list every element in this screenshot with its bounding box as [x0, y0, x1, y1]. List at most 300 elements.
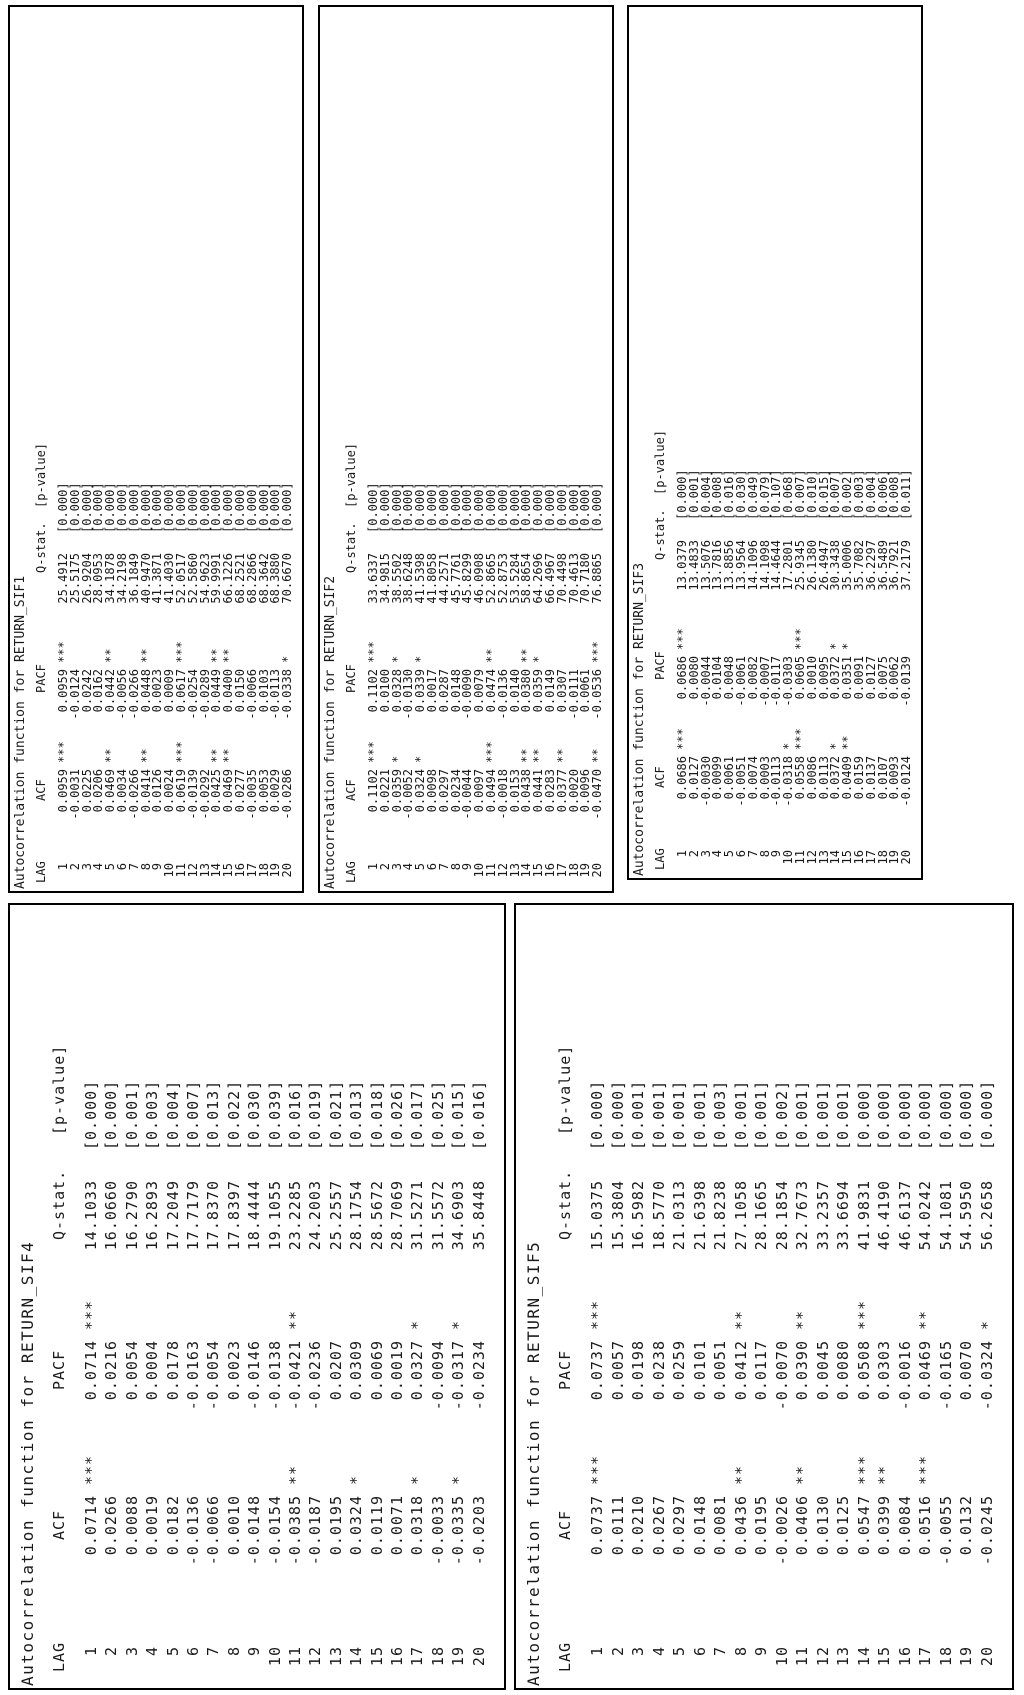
qstat-cell: 25.2557	[326, 1180, 345, 1251]
pacf-cell: -0.0324	[977, 1340, 996, 1411]
pvalue-cell: [0.008]	[710, 469, 725, 520]
acf-cell: -0.0026	[772, 1495, 791, 1566]
acf-cell: 0.0182	[163, 1495, 182, 1556]
pacf-cell: 0.0148	[448, 669, 463, 713]
pacf-cell: 0.0004	[143, 1340, 162, 1401]
qstat-cell: 13.5076	[698, 540, 713, 591]
pvalue-cell: [0.000]	[608, 1079, 627, 1150]
pacf-header: PACF	[556, 1349, 574, 1390]
pvalue-cell: [0.025]	[428, 1079, 447, 1150]
qstat-cell: 17.7179	[184, 1180, 202, 1251]
lag-cell: 9	[150, 863, 165, 871]
pvalue-cell: [0.000]	[115, 482, 129, 533]
acf-significance: *	[389, 755, 404, 763]
pvalue-cell: [0.000]	[936, 1079, 955, 1150]
acf-cell: 0.0558	[793, 756, 807, 800]
pacf-cell: 0.0162	[91, 669, 106, 713]
lag-cell: 3	[389, 863, 404, 871]
qstat-cell: 16.0660	[102, 1180, 121, 1251]
lag-cell: 10	[772, 1646, 791, 1667]
pvalue-cell: [0.000]	[460, 482, 475, 533]
acf-cell: 0.0324	[347, 1495, 366, 1556]
acf-cell: 0.0111	[608, 1495, 627, 1556]
pacf-cell: 0.0242	[79, 669, 94, 713]
pacf-cell: 0.0508	[854, 1340, 873, 1401]
pvalue-cell: [0.015]	[816, 469, 831, 520]
lag-cell: 7	[745, 850, 760, 858]
pacf-cell: -0.0236	[306, 1340, 325, 1411]
lag-cell: 6	[690, 1646, 709, 1657]
acf-cell: -0.0203	[469, 1495, 488, 1566]
acf-significance: ***	[484, 741, 498, 763]
lag-cell: 20	[977, 1646, 996, 1667]
qstat-cell: 13.0379	[675, 540, 689, 591]
qstat-cell: 33.2357	[813, 1180, 832, 1251]
lag-cell: 6	[184, 1646, 202, 1657]
acf-cell: 0.0221	[377, 769, 392, 813]
pacf-cell: 0.0010	[804, 656, 819, 700]
acf-significance: **	[840, 735, 855, 750]
acf-cell: -0.0245	[977, 1495, 996, 1566]
acf-cell: 0.0399	[875, 1495, 893, 1556]
pacf-cell: 0.0017	[425, 669, 439, 713]
pacf-cell: 0.0328	[389, 669, 404, 713]
acf-panel-sif4	[8, 903, 506, 1690]
pvalue-cell: [0.008]	[887, 469, 902, 520]
qstat-cell: 70.7180	[578, 553, 593, 604]
qstat-cell: 54.0242	[916, 1180, 934, 1251]
pacf-significance: ***	[56, 641, 70, 663]
pacf-cell: -0.0146	[245, 1340, 264, 1411]
qstat-cell: 14.1096	[745, 540, 760, 591]
pvalue-cell: [0.000]	[543, 482, 557, 533]
qstat-cell: 14.1098	[757, 540, 772, 591]
qstat-cell: 76.8865	[590, 553, 605, 604]
lag-cell: 10	[781, 850, 796, 865]
pacf-cell: 0.0100	[377, 669, 392, 713]
qstat-cell: 18.4444	[245, 1180, 264, 1251]
pacf-cell: 0.0075	[875, 656, 890, 700]
acf-significance: **	[286, 1464, 304, 1485]
pvalue-cell: [0.000]	[977, 1079, 996, 1150]
lag-cell: 8	[224, 1646, 243, 1657]
qstat-cell: 36.5489	[875, 540, 890, 591]
pacf-cell: 0.0082	[745, 656, 760, 700]
pacf-header: PACF	[344, 664, 358, 693]
acf-cell: 0.0119	[367, 1495, 386, 1556]
qstat-cell: 52.8753	[495, 553, 510, 604]
acf-cell: 0.0414	[138, 769, 153, 813]
pacf-cell: 0.0207	[326, 1340, 345, 1401]
acf-cell: -0.0335	[449, 1495, 468, 1566]
acf-cell: 0.0195	[326, 1495, 345, 1556]
acf-cell: 0.0377	[554, 769, 569, 813]
acf-cell: 0.0029	[268, 769, 283, 813]
lag-cell: 18	[875, 850, 890, 865]
lag-cell: 13	[816, 850, 831, 865]
pvalue-cell: [0.000]	[401, 482, 416, 533]
pacf-cell: 0.0070	[957, 1340, 975, 1401]
acf-panel-sif1	[8, 5, 304, 893]
acf-cell: 0.0438	[519, 769, 534, 813]
pacf-cell: -0.0165	[936, 1340, 955, 1411]
pvalue-cell: [0.000]	[588, 1079, 606, 1150]
acf-panel-sif2	[318, 5, 614, 893]
acf-significance: **	[209, 748, 224, 763]
lag-cell: 11	[793, 850, 807, 865]
acf-cell: 0.0277	[233, 769, 247, 813]
qstat-cell: 35.0006	[840, 540, 855, 591]
acf-cell: -0.0286	[280, 769, 295, 820]
qstat-cell: 38.6248	[401, 553, 416, 604]
pacf-significance: *	[977, 1319, 996, 1330]
pacf-cell: 0.0069	[367, 1340, 386, 1401]
pvalue-cell: [0.001]	[629, 1079, 647, 1150]
acf-cell: -0.0470	[590, 769, 605, 820]
lag-cell: 11	[174, 863, 188, 878]
pacf-cell: -0.0338	[280, 669, 295, 720]
qstat-cell: 16.2893	[143, 1180, 162, 1251]
pvalue-cell: [0.000]	[389, 482, 404, 533]
acf-significance: **	[793, 1464, 811, 1485]
pvalue-header: [p-value]	[344, 442, 358, 508]
acf-cell: 0.0074	[745, 756, 760, 800]
lag-cell: 4	[710, 850, 725, 858]
acf-significance: **	[221, 748, 236, 763]
pvalue-cell: [0.004]	[698, 469, 713, 520]
pacf-cell: 0.0238	[649, 1340, 668, 1401]
acf-cell: 0.0097	[472, 769, 487, 813]
qstat-cell: 46.0908	[472, 553, 487, 604]
lag-cell: 1	[82, 1646, 100, 1657]
pacf-cell: 0.0051	[711, 1340, 729, 1401]
qstat-header: Q-stat.	[34, 522, 48, 573]
pacf-cell: -0.0234	[469, 1340, 488, 1411]
acf-cell: -0.0018	[495, 769, 510, 820]
pacf-cell: 0.0023	[150, 669, 165, 713]
pvalue-cell: [0.006]	[875, 469, 890, 520]
lag-cell: 16	[233, 863, 247, 878]
pacf-significance: **	[519, 648, 534, 663]
lag-cell: 14	[854, 1646, 873, 1667]
pacf-cell: 0.0080	[834, 1340, 852, 1401]
pacf-cell: -0.0130	[401, 669, 416, 720]
qstat-cell: 25.5175	[67, 553, 82, 604]
lag-header: LAG	[344, 861, 358, 883]
lag-cell: 6	[115, 863, 129, 871]
acf-significance: **	[103, 748, 118, 763]
acf-cell: -0.0030	[698, 756, 713, 807]
qstat-cell: 45.7761	[448, 553, 463, 604]
pvalue-cell: [0.000]	[162, 482, 177, 533]
pvalue-cell: [0.015]	[449, 1079, 468, 1150]
pvalue-cell: [0.000]	[425, 482, 439, 533]
acf-cell: 0.0195	[752, 1495, 770, 1556]
qstat-cell: 28.7069	[388, 1180, 406, 1251]
pvalue-cell: [0.030]	[734, 469, 748, 520]
pvalue-cell: [0.000]	[554, 482, 569, 533]
qstat-cell: 36.2297	[863, 540, 878, 591]
qstat-cell: 28.1854	[772, 1180, 791, 1251]
pvalue-cell: [0.007]	[793, 469, 807, 520]
pvalue-cell: [0.000]	[197, 482, 212, 533]
lag-cell: 2	[102, 1646, 121, 1657]
pvalue-cell: [0.000]	[82, 1079, 100, 1150]
qstat-cell: 46.4190	[875, 1180, 893, 1251]
acf-cell: 0.0324	[413, 769, 428, 813]
acf-cell: -0.0055	[936, 1495, 955, 1566]
acf-cell: 0.0003	[757, 756, 772, 800]
pacf-significance: **	[138, 648, 153, 663]
lag-cell: 7	[436, 863, 451, 871]
acf-panel-sif5	[514, 903, 1014, 1690]
pvalue-cell: [0.001]	[649, 1079, 668, 1150]
pvalue-cell: [0.000]	[472, 482, 487, 533]
acf-cell: 0.0547	[854, 1495, 873, 1556]
lag-cell: 5	[163, 1646, 182, 1657]
qstat-header: Q-stat.	[653, 509, 667, 560]
acf-cell: 0.0714	[82, 1495, 100, 1556]
lag-cell: 10	[162, 863, 177, 878]
pacf-significance: **	[286, 1309, 304, 1330]
pacf-cell: -0.0090	[460, 669, 475, 720]
pvalue-cell: [0.001]	[813, 1079, 832, 1150]
lag-cell: 3	[629, 1646, 647, 1657]
qstat-cell: 15.3804	[608, 1180, 627, 1251]
pacf-significance: ***	[174, 641, 188, 663]
acf-header: ACF	[653, 766, 667, 788]
pvalue-cell: [0.000]	[150, 482, 165, 533]
acf-significance: ***	[854, 1454, 873, 1485]
acf-cell: 0.0225	[79, 769, 94, 813]
pvalue-cell: [0.000]	[67, 482, 82, 533]
lag-cell: 20	[280, 863, 295, 878]
lag-cell: 16	[852, 850, 866, 865]
lag-header: LAG	[34, 861, 48, 883]
pvalue-cell: [0.010]	[804, 469, 819, 520]
qstat-cell: 40.9470	[138, 553, 153, 604]
acf-cell: -0.0113	[769, 756, 784, 807]
pacf-significance: *	[389, 655, 404, 663]
qstat-cell: 59.9991	[209, 553, 224, 604]
pvalue-cell: [0.000]	[590, 482, 605, 533]
acf-cell: -0.0044	[460, 769, 475, 820]
pacf-cell: 0.0101	[690, 1340, 709, 1401]
acf-cell: -0.0266	[126, 769, 141, 820]
lag-cell: 1	[675, 850, 689, 858]
qstat-cell: 15.0375	[588, 1180, 606, 1251]
qstat-cell: 25.4912	[56, 553, 70, 604]
pacf-significance: ***	[590, 641, 605, 663]
acf-cell: 0.0088	[122, 1495, 141, 1556]
qstat-cell: 30.3438	[828, 540, 843, 591]
pvalue-cell: [0.068]	[781, 469, 796, 520]
lag-cell: 2	[686, 850, 701, 858]
lag-cell: 8	[138, 863, 153, 871]
qstat-header: Q-stat.	[556, 1169, 574, 1240]
lag-cell: 9	[752, 1646, 770, 1657]
qstat-header: Q-stat.	[344, 522, 358, 573]
lag-cell: 16	[895, 1646, 914, 1667]
pacf-cell: 0.0117	[752, 1340, 770, 1401]
pacf-cell: 0.0339	[413, 669, 428, 713]
pvalue-cell: [0.000]	[436, 482, 451, 533]
pvalue-cell: [0.022]	[224, 1079, 243, 1150]
pacf-cell: -0.0289	[197, 669, 212, 720]
acf-significance: **	[554, 748, 569, 763]
pacf-cell: -0.0124	[67, 669, 82, 720]
acf-significance: ***	[588, 1454, 606, 1485]
lag-cell: 17	[554, 863, 569, 878]
pacf-cell: 0.0103	[256, 669, 271, 713]
pvalue-cell: [0.000]	[484, 482, 498, 533]
lag-cell: 4	[649, 1646, 668, 1657]
lag-cell: 2	[67, 863, 82, 871]
acf-significance: *	[781, 742, 796, 750]
acf-cell: -0.0052	[401, 769, 416, 820]
qstat-cell: 66.4967	[543, 553, 557, 604]
lag-cell: 13	[197, 863, 212, 878]
lag-cell: 3	[122, 1646, 141, 1657]
lag-cell: 15	[840, 850, 855, 865]
pvalue-cell: [0.000]	[916, 1079, 934, 1150]
acf-cell: 0.0283	[543, 769, 557, 813]
pacf-cell: 0.0091	[852, 656, 866, 700]
pacf-cell: 0.0019	[388, 1340, 406, 1401]
qstat-cell: 70.4613	[566, 553, 581, 604]
acf-cell: 0.0096	[578, 769, 593, 813]
pacf-cell: -0.0044	[698, 656, 713, 707]
pacf-significance: **	[731, 1309, 750, 1330]
pvalue-cell: [0.003]	[143, 1079, 162, 1150]
acf-cell: 0.1102	[366, 769, 380, 813]
qstat-cell: 28.1665	[752, 1180, 770, 1251]
qstat-cell: 34.6903	[449, 1180, 468, 1251]
qstat-cell: 19.1055	[265, 1180, 284, 1251]
acf-cell: 0.0084	[895, 1495, 914, 1556]
lag-cell: 20	[899, 850, 914, 865]
lag-cell: 8	[448, 863, 463, 871]
acf-significance: ***	[366, 741, 380, 763]
pvalue-cell: [0.030]	[245, 1079, 264, 1150]
acf-cell: 0.0409	[840, 756, 855, 800]
pacf-significance: **	[793, 1309, 811, 1330]
acf-cell: 0.0020	[566, 769, 581, 813]
lag-cell: 10	[265, 1646, 284, 1667]
pacf-cell: 0.0127	[863, 656, 878, 700]
pacf-cell: 0.0303	[875, 1340, 893, 1401]
pacf-cell: 0.0009	[162, 669, 177, 713]
qstat-cell: 17.8370	[204, 1180, 223, 1251]
lag-cell: 17	[916, 1646, 934, 1667]
qstat-cell: 66.1226	[221, 553, 236, 604]
pvalue-cell: [0.000]	[566, 482, 581, 533]
acf-cell: 0.0359	[389, 769, 404, 813]
acf-significance: ***	[916, 1454, 934, 1485]
lag-cell: 12	[495, 863, 510, 878]
qstat-cell: 27.1058	[731, 1180, 750, 1251]
pacf-significance: **	[484, 648, 498, 663]
qstat-cell: 53.5284	[507, 553, 522, 604]
acf-cell: 0.0126	[150, 769, 165, 813]
acf-cell: -0.0136	[184, 1495, 202, 1566]
acf-cell: -0.0139	[185, 769, 200, 820]
pvalue-cell: [0.003]	[852, 469, 866, 520]
acf-significance: **	[138, 748, 153, 763]
qstat-cell: 28.1754	[347, 1180, 366, 1251]
acf-significance: ***	[793, 728, 807, 750]
pvalue-cell: [0.011]	[899, 469, 914, 520]
pvalue-cell: [0.000]	[209, 482, 224, 533]
acf-cell: 0.0086	[804, 756, 819, 800]
lag-cell: 13	[326, 1646, 345, 1667]
qstat-cell: 41.3871	[150, 553, 165, 604]
pacf-cell: 0.0045	[813, 1340, 832, 1401]
pacf-cell: 0.0449	[209, 669, 224, 713]
lag-cell: 17	[863, 850, 878, 865]
pvalue-cell: [0.001]	[690, 1079, 709, 1150]
lag-cell: 19	[887, 850, 902, 865]
acf-cell: 0.0406	[793, 1495, 811, 1556]
acf-significance: *	[408, 1474, 427, 1485]
qstat-cell: 13.8856	[722, 540, 737, 591]
qstat-cell: 36.1849	[126, 553, 141, 604]
pvalue-cell: [0.000]	[256, 482, 271, 533]
lag-cell: 18	[936, 1646, 955, 1667]
qstat-cell: 26.9204	[79, 553, 94, 604]
acf-cell: 0.0113	[816, 756, 831, 800]
acf-cell: -0.0318	[781, 756, 796, 807]
acf-cell: 0.0372	[828, 756, 843, 800]
pacf-cell: -0.0056	[115, 669, 129, 720]
pvalue-cell: [0.002]	[840, 469, 855, 520]
acf-significance: *	[413, 755, 428, 763]
pacf-cell: 0.0259	[670, 1340, 688, 1401]
pvalue-cell: [0.000]	[507, 482, 522, 533]
qstat-cell: 17.2049	[163, 1180, 182, 1251]
lag-cell: 1	[366, 863, 380, 871]
pacf-cell: 0.0359	[531, 669, 546, 713]
acf-cell: 0.0061	[722, 756, 737, 800]
pacf-cell: 0.0474	[484, 669, 498, 713]
qstat-cell: 25.9345	[793, 540, 807, 591]
lag-cell: 13	[834, 1646, 852, 1667]
pacf-cell: 0.0412	[731, 1340, 750, 1401]
pacf-header: PACF	[653, 651, 667, 680]
acf-significance: **	[531, 748, 546, 763]
table-title: Autocorrelation function for RETURN_SIF5	[524, 1240, 543, 1686]
lag-header: LAG	[556, 1641, 574, 1672]
pacf-cell: -0.0254	[185, 669, 200, 720]
pvalue-cell: [0.000]	[957, 1079, 975, 1150]
acf-cell: 0.0234	[448, 769, 463, 813]
pacf-cell: 0.0048	[722, 656, 737, 700]
qstat-cell: 16.5982	[629, 1180, 647, 1251]
pvalue-cell: [0.001]	[122, 1079, 141, 1150]
acf-cell: 0.0469	[103, 769, 118, 813]
pacf-header: PACF	[34, 664, 48, 693]
qstat-cell: 41.8058	[425, 553, 439, 604]
acf-cell: 0.0436	[731, 1495, 750, 1556]
pvalue-cell: [0.000]	[531, 482, 546, 533]
rotated-table	[10, 905, 506, 1690]
acf-cell: 0.0130	[813, 1495, 832, 1556]
pacf-cell: 0.0400	[221, 669, 236, 713]
pvalue-cell: [0.049]	[745, 469, 760, 520]
pacf-cell: 0.0178	[163, 1340, 182, 1401]
acf-cell: -0.0031	[67, 769, 82, 820]
pvalue-cell: [0.013]	[347, 1079, 366, 1150]
